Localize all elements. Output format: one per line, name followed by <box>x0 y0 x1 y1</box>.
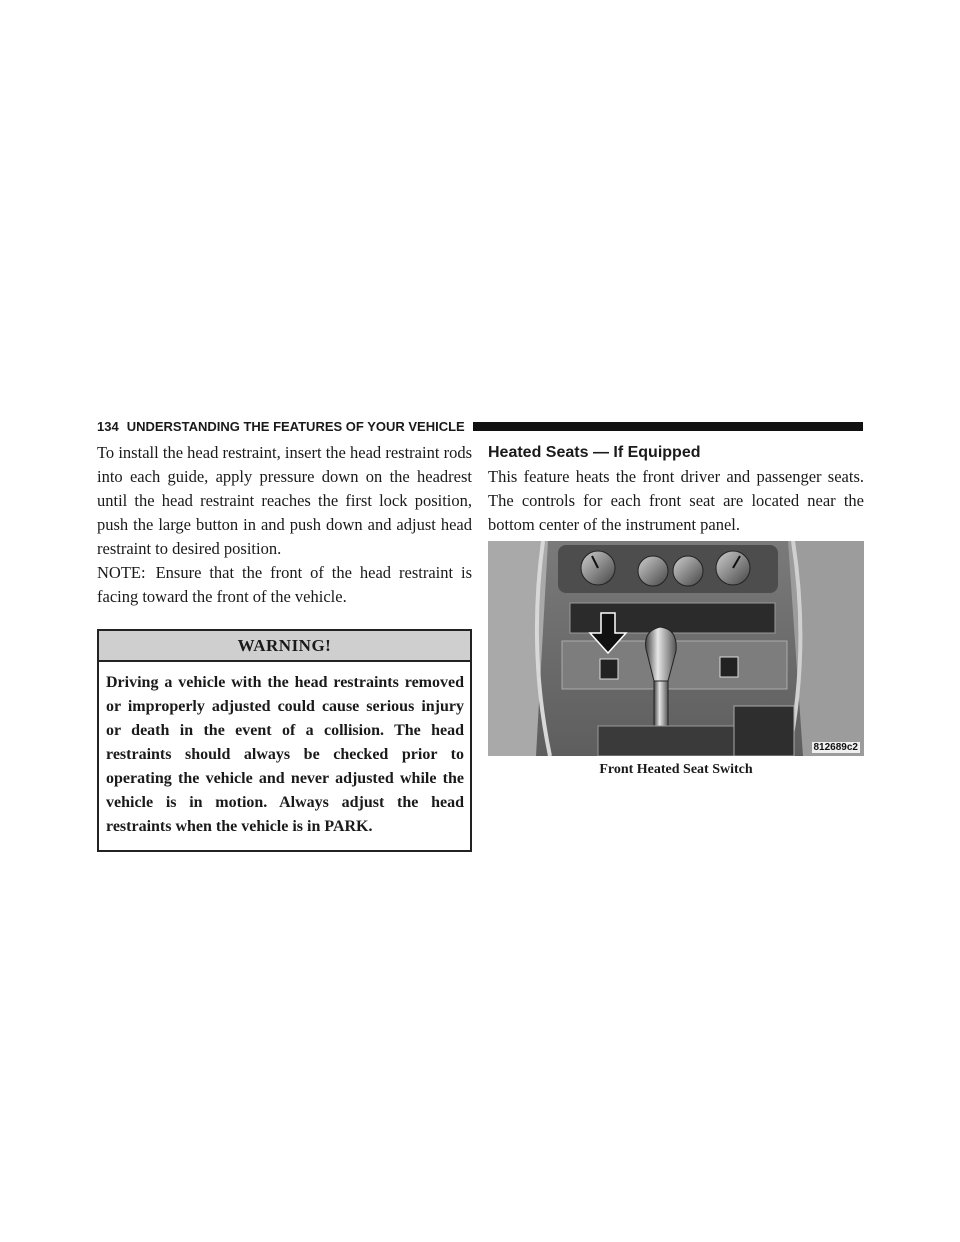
heated-seat-switch-photo <box>488 541 864 756</box>
heated-seats-paragraph: This feature heats the front driver and passenger seats. The controls for each front seat are located near the bottom center of the instrument panel. <box>488 467 864 534</box>
figure-caption: Front Heated Seat Switch <box>599 762 753 777</box>
page-number: 134 <box>97 418 119 434</box>
note-paragraph <box>97 561 472 609</box>
note-text: Ensure that the front of the head restraint is facing toward the front of the vehicle. <box>97 563 472 606</box>
section-heading: Heated Seats — If Equipped <box>488 444 701 461</box>
warning-title: WARNING! <box>99 631 470 662</box>
header-rule <box>473 422 863 431</box>
page-header <box>97 416 863 436</box>
section-title: UNDERSTANDING THE FEATURES OF YOUR VEHICLE <box>126 418 465 434</box>
install-paragraph: To install the head restraint, insert the head restraint rods into each guide, apply pressure down on the headrest until the head restraint reaches the first lock position, push the large button in and push down and adjust head restraint to desired position. <box>97 443 472 558</box>
console-illustration <box>488 541 864 756</box>
figure-code: 812689c2 <box>813 742 858 753</box>
left-column <box>97 441 472 852</box>
warning-text: Driving a vehicle with the head restraints removed or improperly adjusted could cause serious injury or death in the event of a collision. The head restraints should always be checked prior to operating the vehicle and never adjusted while the vehicle is in motion. Always adjust the head restraints when the vehicle is in PARK. <box>106 674 464 835</box>
note-label: NOTE: <box>97 563 146 582</box>
warning-box <box>97 629 472 852</box>
right-column <box>488 441 864 778</box>
